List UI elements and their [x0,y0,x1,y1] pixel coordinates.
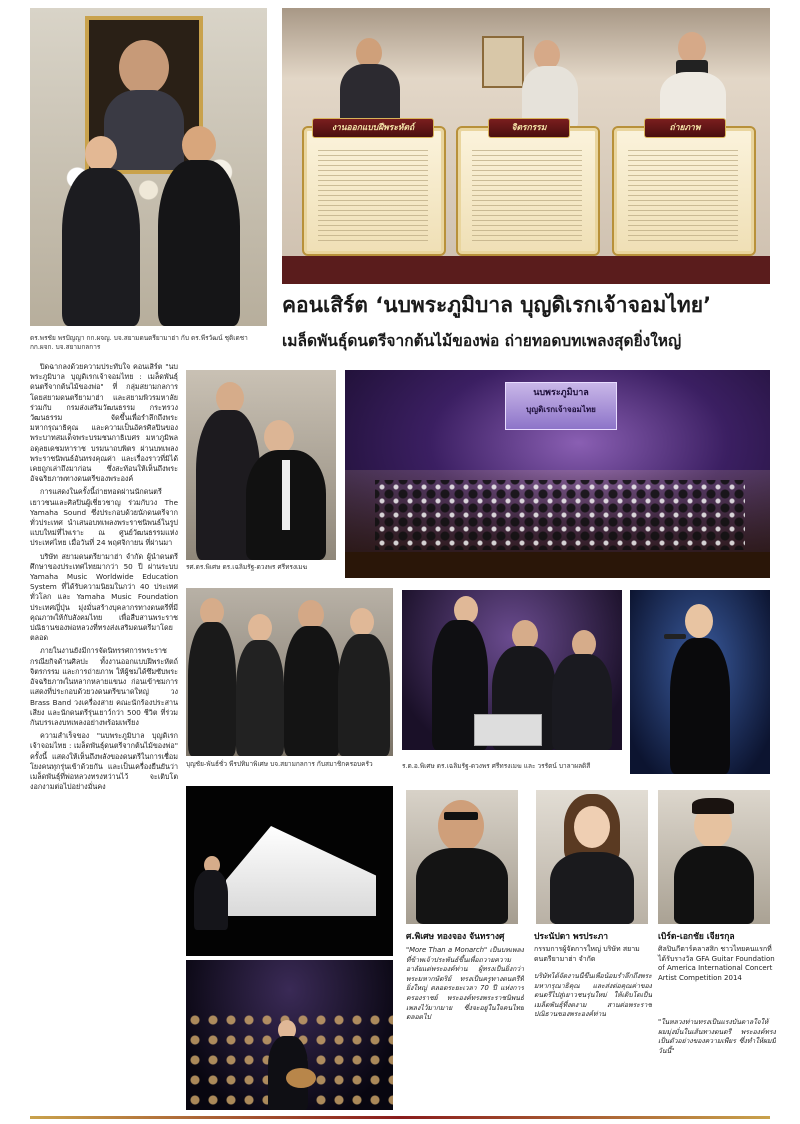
profile-role: ศิลปินกีตาร์คลาสสิก ชาวไทยคนแรกที่ได้รับรางวัล GFA Guitar Foundation of America International Concert Artist Competition 2014 [658,945,775,982]
profile-quote: "ในหลวงท่านทรงเป็นแรงบันดาลใจให้ผมมุ่งมั่นในเส้นทางดนตรี พระองค์ทรงเป็นตัวอย่างของความเพียร ซึ่งทำให้ผมมีวันนี้" [658,1018,776,1055]
body-paragraph: การแสดงในครั้งนี้ถ่ายทอดผ่านนักดนตรีเยาวชนและศิลปินผู้เชี่ยวชาญ ร่วมกับวง The Yamaha Sound ซึ่งประกอบด้วยนักดนตรีจากทั่วประเทศ นำเสนอบทเพลงพระราชนิพนธ์ในรูปแบบใหม่ที่ไพเราะ ณ ศูนย์วัฒนธรรมแห่งประเทศไทย เมื่อวันที่ 24 พฤศจิกายน ที่ผ่านมา [30,487,178,548]
portrait-profile-1 [406,790,518,924]
photo-duet-stage [402,590,622,750]
guitar-icon [286,1068,316,1088]
photo-group [186,588,393,756]
headline-sub: เมล็ดพันธุ์ดนตรีจากต้นไม้ของพ่อ ถ่ายทอดบทเพลงสุดยิ่งใหญ่ [282,332,682,350]
photo-exhibition [282,8,770,284]
profile-name: ประนัปดา พรประภา [534,932,609,942]
body-paragraph: บริษัท สยามดนตรียามาฮ่า จำกัด ผู้นำดนตรีศึกษาของประเทศไทยมากว่า 50 ปี ผ่านระบบ Yamaha Music Worldwide Education System ที่ได้รับความนิยมในกว่า 40 ประเทศทั่วโลก และ Yamaha Music Foundation ประเทศญี่ปุ่น มุ่งมั่นสร้างบุคลากรทางดนตรีที่มีคุณภาพให้กับสังคมไทย เพื่อสืบสานพระราชปณิธานของพ่อหลวงที่ทรงส่งเสริมดนตรีมาโดยตลอด [30,551,178,643]
body-paragraph: ปิดฉากลงด้วยความประทับใจ คอนเสิร์ต "นบพระภูมิบาล บุญดิเรกเจ้าจอมไทย : เมล็ดพันธุ์ดนตรีจากต้นไม้ของพ่อ" ที่ กลุ่มสยามกลการ โดยสยามดนตรียามาฮ่า และสยามพิวรมหาลัย ร่วมกับ กรมส่งเสริมวัฒนธรรม กระทรวงวัฒนธรรม จัดขึ้นเพื่อรำลึกถึงพระมหากรุณาธิคุณ และความเป็นอัครศิลปินของพระบาทสมเด็จพระบรมชนกาธิเบศร มหาภูมิพลอดุลยเดชมหาราช บรมนาถบพิตร ผ่านบทเพลงพระราชนิพนธ์อันทรงคุณค่า และเรื่องราวที่มิได้เคยถูกเล่าถึงมาก่อน ซึ่งสะท้อนให้เห็นถึงพระอัจฉริยภาพทางดนตรีของพระองค์ [30,362,178,484]
headline-main: คอนเสิร์ต ‘นบพระภูมิบาล บุญดิเรกเจ้าจอมไทย’ [282,293,712,317]
orchestra [375,480,745,550]
profile-name: เบิร์ด-เอกชัย เจียรกุล [658,932,735,942]
banner-line1: นบพระภูมิบาล [533,388,589,398]
portrait-profile-2 [536,790,648,924]
caption-top-left: ดร.พรชัย พรปัญญา กก.ผจญ. บจ.สยามดนตรียามาฮ่า กับ ดร.พีรวัฒน์ ชุติเดชา กก.ผจก. บจ.สยามกลการ [30,334,248,351]
page-bottom-strip [30,1116,770,1119]
board-title: ถ่ายภาพ [644,118,726,138]
stage-banner [505,382,617,430]
exhibit-board-design [302,123,446,256]
photo-couple [186,370,336,560]
banner-line2: บุญดิเรกเจ้าจอมไทย [526,405,596,414]
photo-pianist [186,786,393,956]
photo-guitar-ensemble [186,960,393,1110]
grand-piano [226,826,376,916]
profile-role: กรรมการผู้จัดการใหญ่ บริษัท สยามดนตรียามาฮ่า จำกัด [534,945,640,963]
body-paragraph: ความสำเร็จของ "นบพระภูมิบาล บุญดิเรกเจ้าจอมไทย : เมล็ดพันธุ์ดนตรีจากต้นไม้ของพ่อ" ครั้งนี้ แสดงให้เห็นถึงพลังของดนตรีในการเชื่อมโยงคนทุกรุ่นเข้าด้วยกัน และเป็นเครื่องยืนยันว่าเมล็ดพันธุ์ที่พ่อหลวงทรงหว่านไว้ จะเติบโตงอกงามต่อไปอย่างมั่นคง [30,731,178,792]
exhibit-figure-2 [482,28,582,128]
photo-portrait-hosts [30,8,267,326]
exhibit-board-painting [456,123,600,256]
caption-duet: ร.ต.อ.พิเศษ ดร.เฉลิมรัฐ-ดวงพร ศรีทรงเมฆ และ วรรัตน์ บาลาผลดิสี [402,762,591,770]
board-title: จิตรกรรม [488,118,570,138]
exhibit-figure-1 [330,28,410,128]
board-title: งานออกแบบฝีพระหัตถ์ [312,118,434,138]
body-paragraph: ภายในงานยังมีการจัดนิทรรศการพระราชกรณียกิจด้านศิลปะ ทั้งงานออกแบบฝีพระหัตถ์ จิตรกรรม และการถ่ายภาพ ให้ผู้ชมได้ซึมซับพระอัจฉริยภาพในหลากหลายแขนง ก่อนเข้าชมการแสดงที่ประกอบด้วยวงดนตรีขนาดใหญ่ วง Brass Band วงเครื่องสาย คณะนักร้องประสานเสียง และนักดนตรีรุ่นเยาว์กว่า 500 ชีวิต ที่ร่วมกันบรรเลงบทเพลงอย่างพร้อมเพรียง [30,646,178,727]
article-body [30,362,178,1090]
caption-couple: รศ.ดร.พิเศษ ดร.เฉลิมรัฐ-ดวงพร ศรีทรงเมฆ [186,563,308,571]
exhibit-figure-3 [648,22,738,128]
microphone-icon [664,634,686,639]
portrait-profile-3 [658,790,770,924]
caption-group: บุญชัย-พันธ์ชั่ว พีรปทิมาพิเศษ บจ.สยามกลการ กับสมาชิกครอบครัว [186,760,373,768]
profile-quote: "More Than a Monarch" เป็นบทเพลงที่ข้าพเจ้าประพันธ์ขึ้นเพื่อถวายความอาลัยแด่พระองค์ท่าน ผู้ทรงเป็นยิ่งกว่าพระมหากษัตริย์ ทรงเป็นครูทางดนตรีที่ยิ่งใหญ่ ตลอดระยะเวลา 70 ปี แห่งการครองราชย์ พระองค์ทรงพระราชนิพนธ์เพลงไว้มากมาย ซึ่งจะอยู่ในใจคนไทยตลอดไป [406,946,524,1022]
exhibit-board-photography [612,123,756,256]
photo-concert-stage [345,370,770,578]
profile-quote: บริษัทได้จัดงานนี้ขึ้นเพื่อน้อมรำลึกถึงพระมหากรุณาธิคุณ และส่งต่อคุณค่าของดนตรีไปสู่เยาวชนรุ่นใหม่ ให้เติบโตเป็นเมล็ดพันธุ์ที่งดงาม สานต่อพระราชปณิธานของพระองค์ท่าน [534,972,652,1019]
photo-singer [630,590,770,774]
profile-name: ศ.พิเศษ ทองจอง จันทรางศุ [406,932,505,942]
